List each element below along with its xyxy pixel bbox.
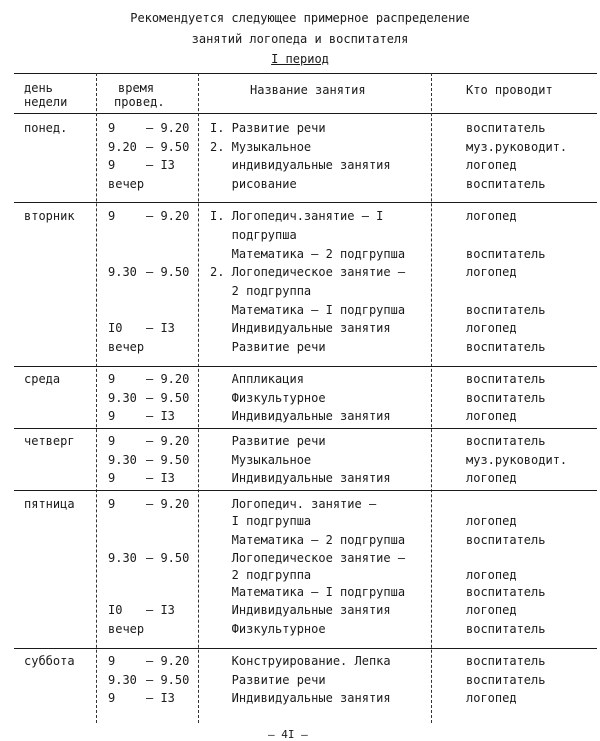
activity-name-cell: Индивидуальные занятия — [210, 409, 391, 423]
activity-name-cell: Математика – 2 подгрупша — [210, 533, 406, 547]
time-start-cell: 9.30 — [108, 391, 137, 405]
conducted-by-cell: воспитатель — [466, 434, 546, 448]
conducted-by-cell: логопед — [466, 603, 517, 617]
time-start-cell: 9.30 — [108, 453, 137, 467]
weekday-cell: четверг — [24, 434, 75, 448]
header-conducted-by: Кто проводит — [466, 83, 553, 97]
activity-name-cell: Математика – I подгрупша — [210, 303, 406, 317]
column-divider-time — [198, 73, 199, 723]
time-start-cell: 9 — [108, 209, 116, 223]
activity-name-cell: подгрупша — [210, 228, 297, 242]
conducted-by-cell: воспитатель — [466, 177, 546, 191]
conducted-by-cell: воспитатель — [466, 391, 546, 405]
time-end-cell: – 9.50 — [146, 453, 190, 467]
conducted-by-cell: воспитатель — [466, 372, 546, 386]
time-end-cell: – I3 — [146, 321, 175, 335]
time-end-cell: – I3 — [146, 691, 175, 705]
day-divider-rule — [14, 366, 597, 367]
conducted-by-cell: муз.руководит. — [466, 140, 568, 154]
time-start-cell: вечер — [108, 177, 145, 191]
activity-name-cell: Музыкальное — [210, 453, 312, 467]
conducted-by-cell: воспитатель — [466, 654, 546, 668]
time-start-cell: вечер — [108, 622, 145, 636]
conducted-by-cell: логопед — [466, 158, 517, 172]
conducted-by-cell: муз.руководит. — [466, 453, 568, 467]
time-end-cell: – I3 — [146, 471, 175, 485]
activity-name-cell: Аппликация — [210, 372, 304, 386]
activity-name-cell: Математика – 2 подгрупша — [210, 247, 406, 261]
activity-name-cell: Развитие речи — [210, 434, 326, 448]
weekday-cell: среда — [24, 372, 61, 386]
day-divider-rule — [14, 428, 597, 429]
activity-name-cell: Физкультурное — [210, 622, 326, 636]
time-end-cell: – I3 — [146, 603, 175, 617]
document-title-line-1: Рекомендуется следующее примерное распределение — [130, 11, 470, 25]
weekday-cell: суббота — [24, 654, 75, 668]
conducted-by-cell: воспитатель — [466, 585, 546, 599]
activity-name-cell: Индивидуальные занятия — [210, 603, 391, 617]
conducted-by-cell: логопед — [466, 471, 517, 485]
activity-name-cell: Физкультурное — [210, 391, 326, 405]
time-start-cell: 9 — [108, 121, 116, 135]
time-end-cell: – I3 — [146, 158, 175, 172]
time-end-cell: – I3 — [146, 409, 175, 423]
header-time-line-2: провед. — [114, 95, 165, 109]
activity-name-cell: 2 подгруппа — [210, 284, 312, 298]
time-end-cell: – 9.50 — [146, 391, 190, 405]
time-end-cell: – 9.20 — [146, 372, 190, 386]
table-header-rule — [14, 113, 597, 114]
conducted-by-cell: логопед — [466, 265, 517, 279]
conducted-by-cell: воспитатель — [466, 303, 546, 317]
activity-name-cell: I подгрупша — [210, 514, 312, 528]
header-day-line-2: недели — [24, 95, 68, 109]
activity-name-cell: I. Логопедич.занятие – I — [210, 209, 384, 223]
header-activity-name: Название занятия — [250, 83, 366, 97]
conducted-by-cell: логопед — [466, 409, 517, 423]
conducted-by-cell: воспитатель — [466, 622, 546, 636]
time-start-cell: I0 — [108, 603, 123, 617]
activity-name-cell: Индивидуальные занятия — [210, 321, 391, 335]
document-title-line-2: занятий логопеда и воспитателя — [191, 32, 409, 46]
time-start-cell: 9 — [108, 434, 116, 448]
activity-name-cell: Логопедич. занятие – — [210, 497, 377, 511]
header-day-line-1: день — [24, 81, 53, 95]
conducted-by-cell: логопед — [466, 321, 517, 335]
column-divider-day — [96, 73, 97, 723]
time-start-cell: 9 — [108, 372, 116, 386]
time-start-cell: I0 — [108, 321, 123, 335]
time-start-cell: 9 — [108, 497, 116, 511]
conducted-by-cell: воспитатель — [466, 247, 546, 261]
conducted-by-cell: воспитатель — [466, 533, 546, 547]
day-divider-rule — [14, 202, 597, 203]
time-end-cell: – 9.50 — [146, 140, 190, 154]
day-divider-rule — [14, 648, 597, 649]
time-end-cell: – 9.20 — [146, 654, 190, 668]
time-start-cell: 9 — [108, 471, 116, 485]
conducted-by-cell: логопед — [466, 514, 517, 528]
time-start-cell: вечер — [108, 340, 145, 354]
time-start-cell: 9.30 — [108, 673, 137, 687]
activity-name-cell: I. Развитие речи — [210, 121, 326, 135]
period-heading: I период — [271, 52, 329, 66]
time-end-cell: – 9.50 — [146, 673, 190, 687]
weekday-cell: вторник — [24, 209, 75, 223]
page-number: – 4I – — [268, 728, 308, 741]
header-time-line-1: время — [118, 81, 155, 95]
column-divider-name — [431, 73, 432, 723]
conducted-by-cell: воспитатель — [466, 673, 546, 687]
activity-name-cell: 2. Логопедическое занятие – — [210, 265, 406, 279]
time-start-cell: 9.30 — [108, 551, 137, 565]
time-end-cell: – 9.50 — [146, 265, 190, 279]
time-start-cell: 9 — [108, 691, 116, 705]
activity-name-cell: Индивидуальные занятия — [210, 471, 391, 485]
weekday-cell: понед. — [24, 121, 68, 135]
time-start-cell: 9 — [108, 409, 116, 423]
activity-name-cell: Конструирование. Лепка — [210, 654, 391, 668]
activity-name-cell: индивидуальные занятия — [210, 158, 391, 172]
weekday-cell: пятница — [24, 497, 75, 511]
time-start-cell: 9.30 — [108, 265, 137, 279]
time-start-cell: 9 — [108, 654, 116, 668]
conducted-by-cell: воспитатель — [466, 340, 546, 354]
time-start-cell: 9 — [108, 158, 116, 172]
conducted-by-cell: логопед — [466, 568, 517, 582]
conducted-by-cell: логопед — [466, 209, 517, 223]
time-end-cell: – 9.20 — [146, 497, 190, 511]
day-divider-rule — [14, 490, 597, 491]
activity-name-cell: 2 подгруппа — [210, 568, 312, 582]
activity-name-cell: Развитие речи — [210, 673, 326, 687]
time-end-cell: – 9.20 — [146, 121, 190, 135]
conducted-by-cell: логопед — [466, 691, 517, 705]
time-start-cell: 9.20 — [108, 140, 137, 154]
activity-name-cell: рисование — [210, 177, 297, 191]
activity-name-cell: 2. Музыкальное — [210, 140, 312, 154]
time-end-cell: – 9.20 — [146, 209, 190, 223]
activity-name-cell: Развитие речи — [210, 340, 326, 354]
time-end-cell: – 9.20 — [146, 434, 190, 448]
time-end-cell: – 9.50 — [146, 551, 190, 565]
conducted-by-cell: воспитатель — [466, 121, 546, 135]
activity-name-cell: Математика – I подгрупша — [210, 585, 406, 599]
activity-name-cell: Индивидуальные занятия — [210, 691, 391, 705]
table-top-rule — [14, 73, 597, 74]
activity-name-cell: Логопедическое занятие – — [210, 551, 406, 565]
